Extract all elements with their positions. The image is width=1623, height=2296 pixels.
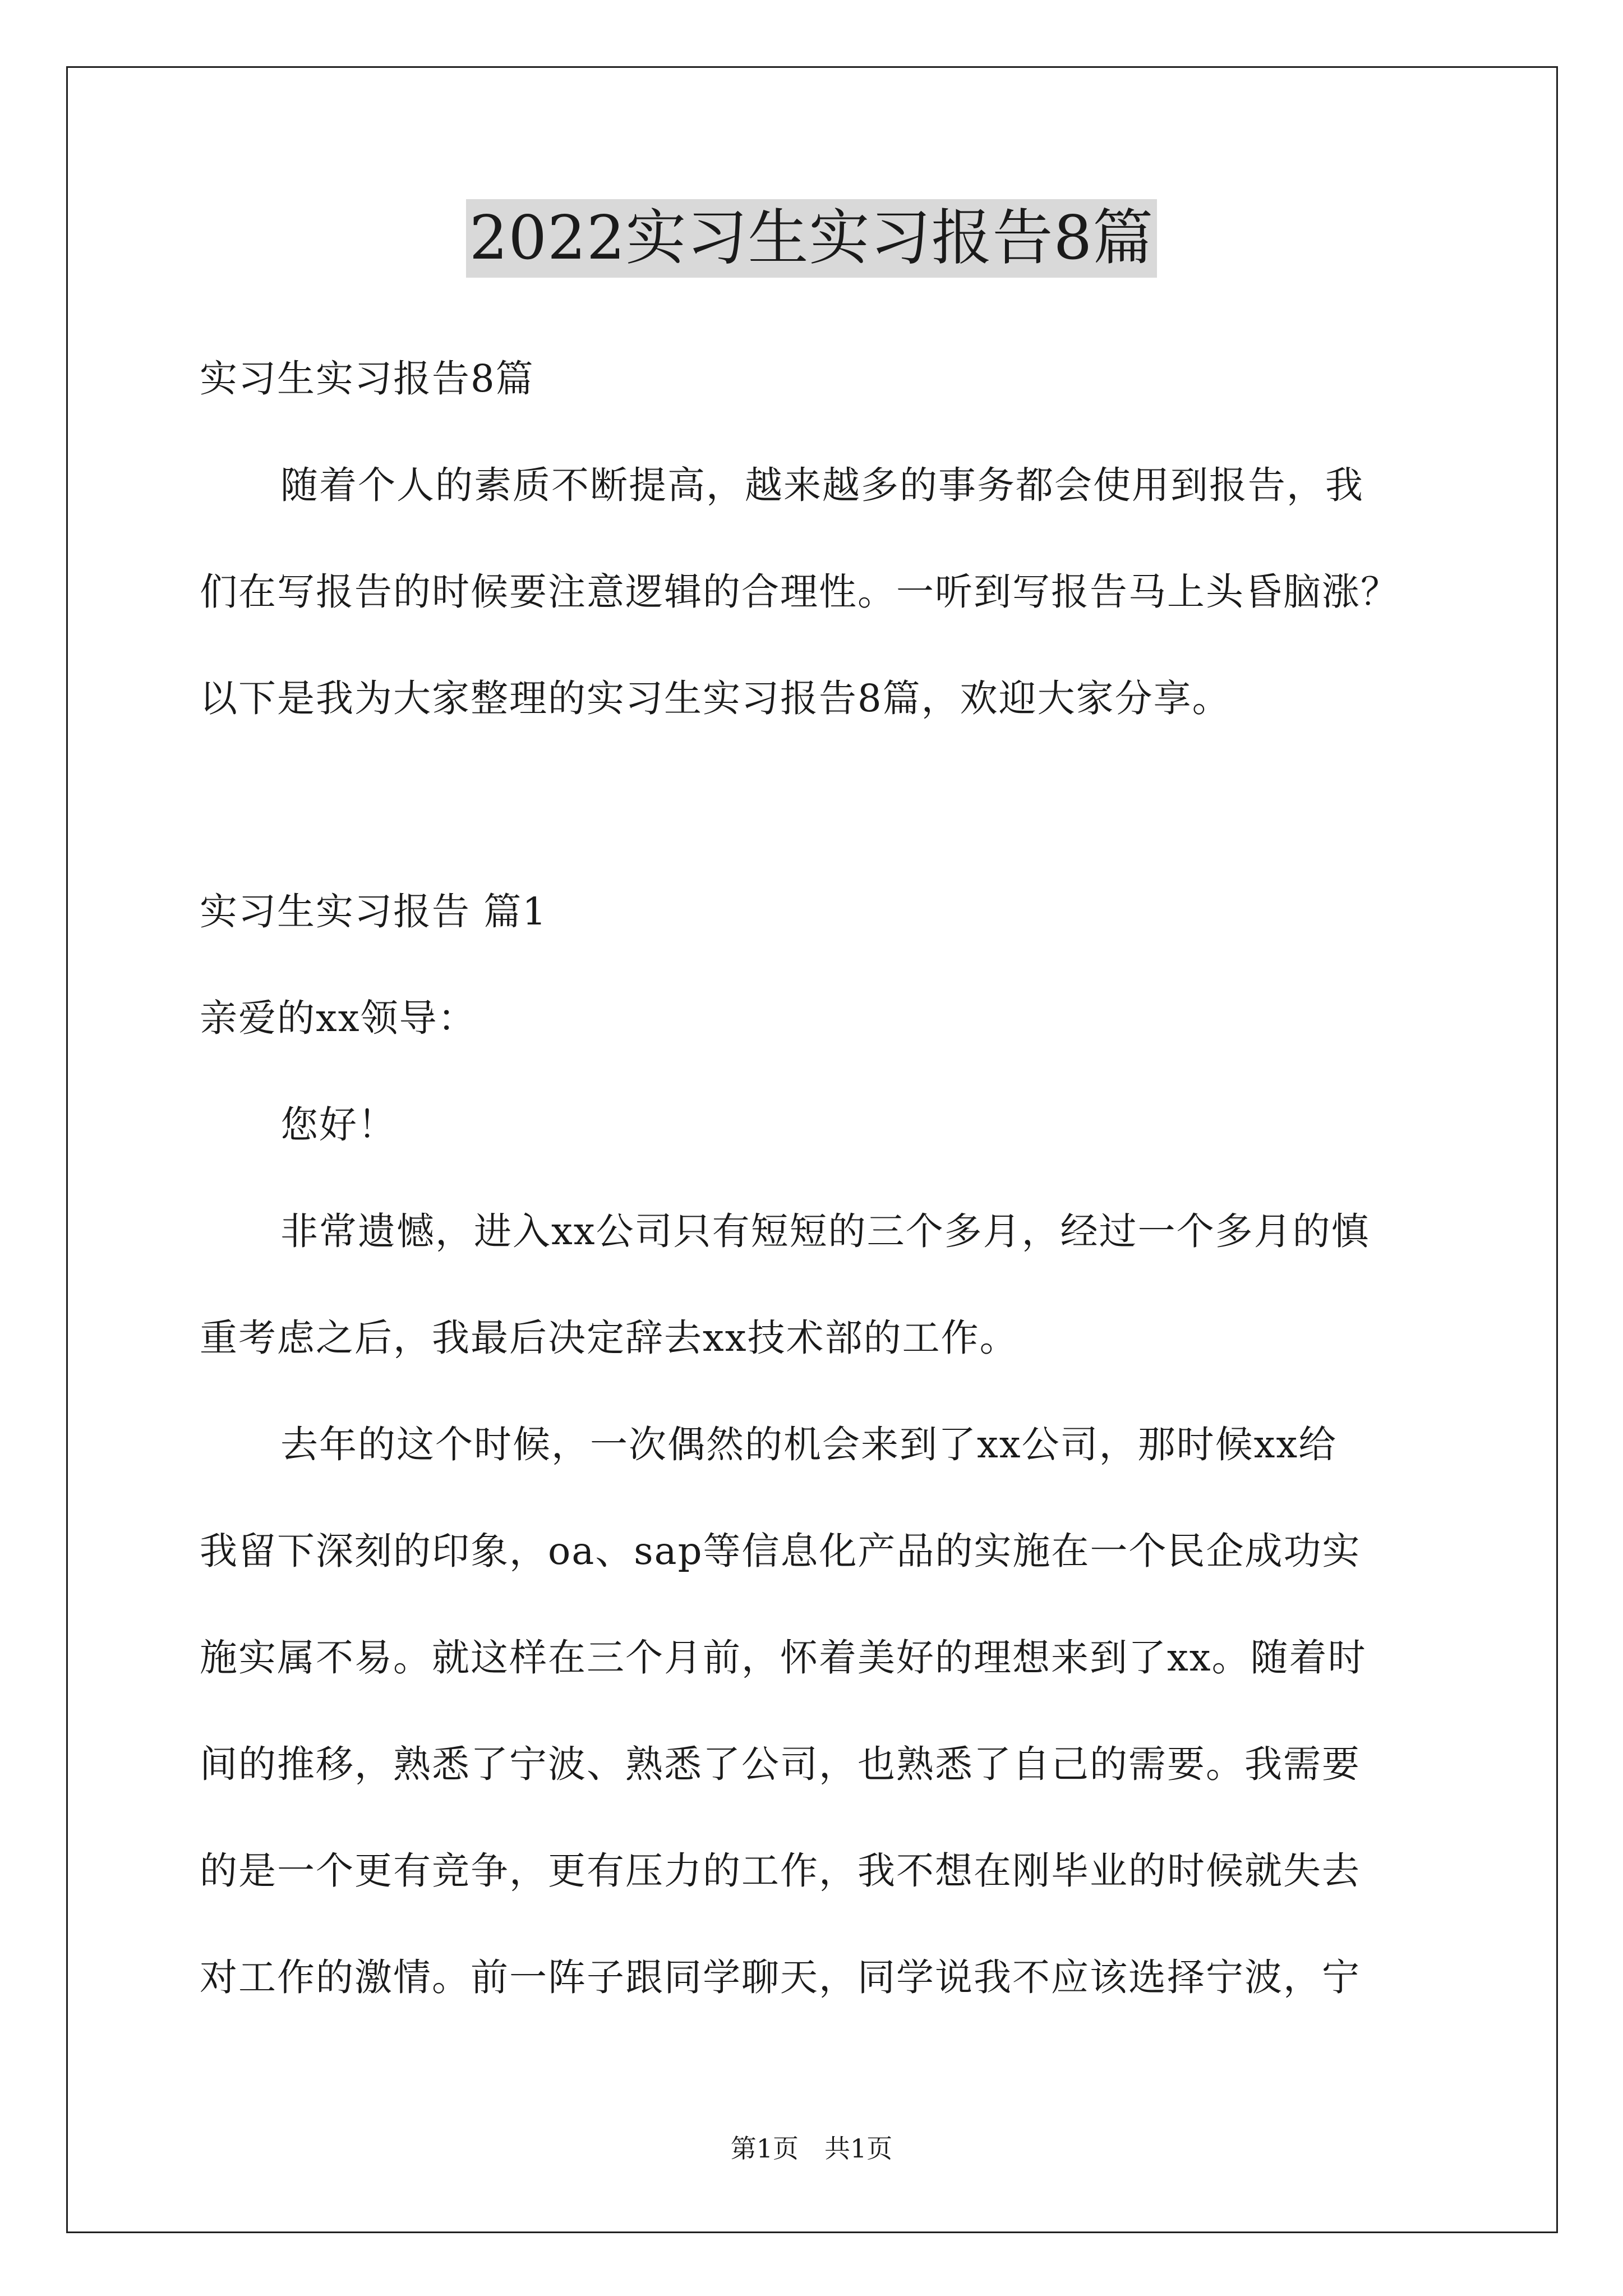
paragraph-line: 以下是我为大家整理的实习生实习报告8篇，欢迎大家分享。: [200, 677, 1231, 720]
paragraph-line: 去年的这个时候，一次偶然的机会来到了xx公司，那时候xx给: [280, 1423, 1338, 1466]
greeting: 您好！: [280, 1103, 396, 1147]
paragraph-line: 我留下深刻的印象，oa、sap等信息化产品的实施在一个民企成功实: [200, 1529, 1361, 1573]
paragraph-line: 非常遗憾，进入xx公司只有短短的三个多月，经过一个多月的慎: [280, 1209, 1370, 1253]
page-footer: 第1页 共1页: [730, 2133, 893, 2164]
paragraph-line: 施实属不易。就这样在三个月前，怀着美好的理想来到了xx。随着时: [200, 1636, 1367, 1680]
paragraph-line: 们在写报告的时候要注意逻辑的合理性。一听到写报告马上头昏脑涨？: [200, 570, 1399, 614]
title-container: [0, 199, 1623, 278]
paragraph-line: 重考虑之后，我最后决定辞去xx技术部的工作。: [200, 1316, 1018, 1360]
paragraph-line: 间的推移，熟悉了宁波、熟悉了公司，也熟悉了自己的需要。我需要: [200, 1742, 1361, 1786]
salutation: 亲爱的xx领导：: [200, 996, 477, 1040]
document-title: 2022实习生实习报告8篇: [466, 199, 1158, 278]
section-heading: 实习生实习报告 篇1: [200, 890, 547, 933]
paragraph-line: 对工作的激情。前一阵子跟同学聊天，同学说我不应该选择宁波，宁: [200, 1955, 1361, 1999]
paragraph-line: 随着个人的素质不断提高，越来越多的事务都会使用到报告，我: [280, 463, 1364, 507]
section-heading: 实习生实习报告8篇: [200, 357, 534, 401]
paragraph-line: 的是一个更有竞争，更有压力的工作，我不想在刚毕业的时候就失去: [200, 1849, 1361, 1893]
